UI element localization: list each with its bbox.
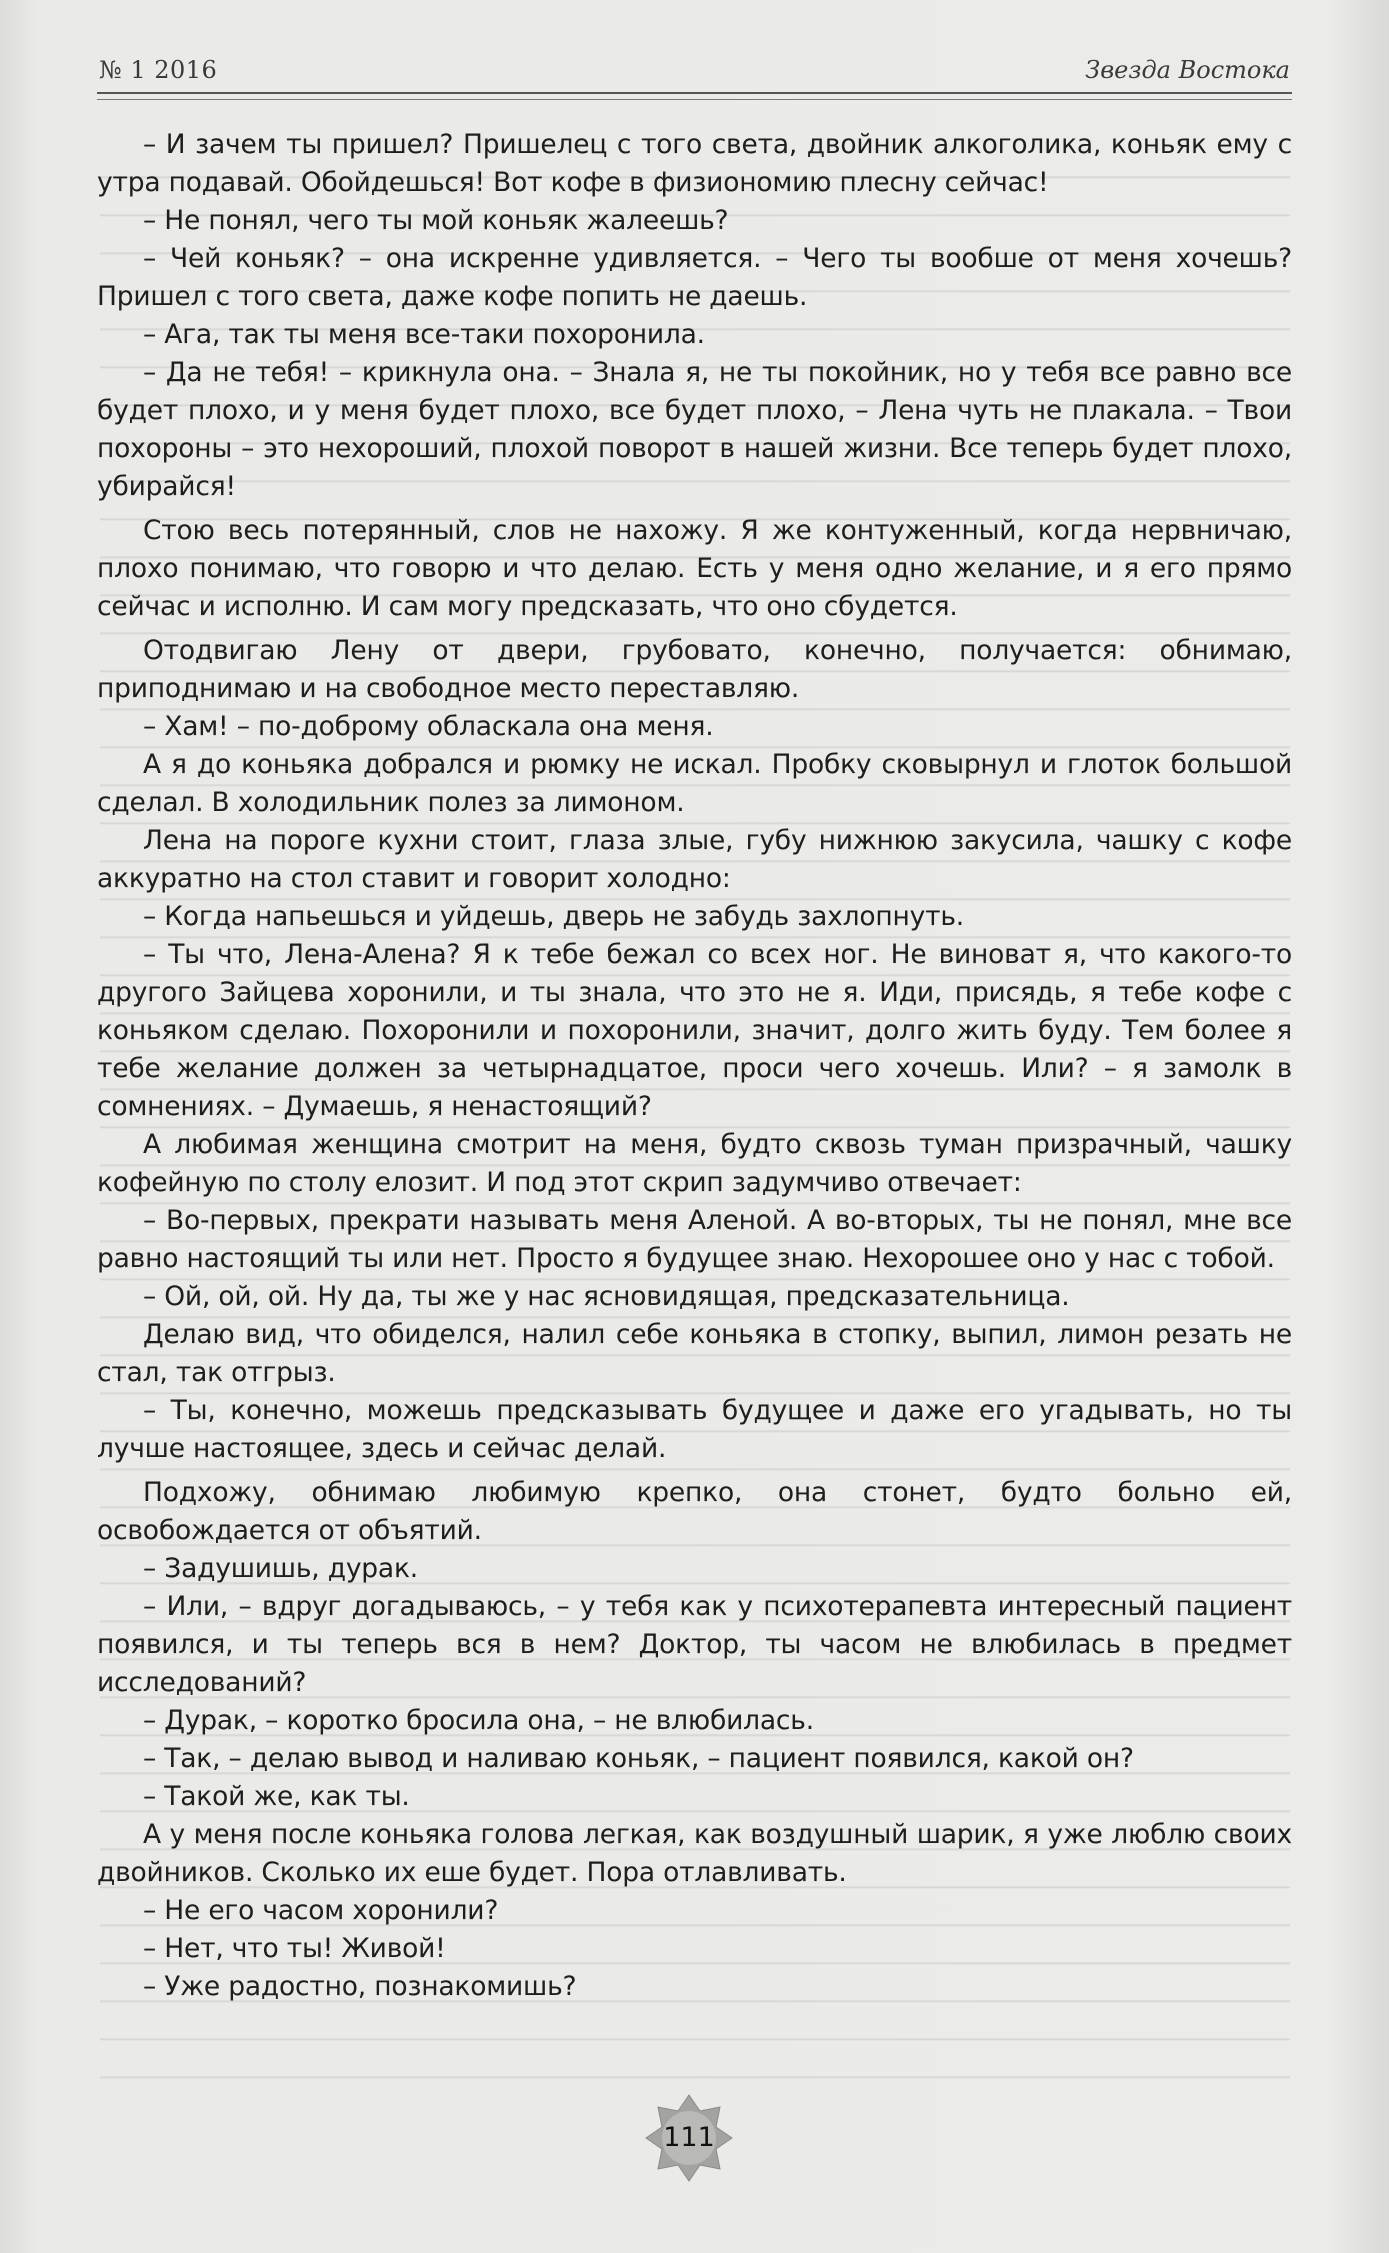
paragraph: – Ага, так ты меня все-таки похоронила. <box>143 319 705 350</box>
page-number: 111 <box>663 2122 715 2153</box>
journal-title: Звезда Востока <box>1085 56 1290 84</box>
paragraph: – Во-первых, прекрати называть меня Аленой. А во-вторых, ты не понял, мне все равно настоящий ты или нет. Просто я будущее знаю. Нехорошее оно у нас с тобой. <box>97 1205 1292 1274</box>
paragraph: – Ты, конечно, можешь предсказывать будущее и даже его угадывать, но ты лучше настоящее, здесь и сейчас делай. <box>97 1395 1292 1464</box>
paragraph: Отодвигаю Лену от двери, грубовато, конечно, получается: обнимаю, приподнимаю и на свободное место переставляю. <box>97 635 1292 704</box>
paragraph: – Хам! – по-доброму обласкала она меня. <box>143 711 714 742</box>
paragraph: А я до коньяка добрался и рюмку не искал. Пробку сковырнул и глоток большой сделал. В холодильник полез за лимоном. <box>97 749 1292 818</box>
issue-number: № 1 2016 <box>99 56 218 84</box>
paragraph: Подхожу, обнимаю любимую крепко, она стонет, будто больно ей, освобождается от объятий. <box>97 1477 1292 1546</box>
paragraph: Делаю вид, что обиделся, налил себе коньяка в стопку, выпил, лимон резать не стал, так отгрыз. <box>97 1319 1292 1388</box>
paragraph: А любимая женщина смотрит на меня, будто сквозь туман призрачный, чашку кофейную по столу елозит. И под этот скрип задумчиво отвечает: <box>97 1129 1292 1198</box>
paragraph: Лена на пороге кухни стоит, глаза злые, губу нижнюю закусила, чашку с кофе аккуратно на стол ставит и говорит холодно: <box>97 825 1292 894</box>
paragraph: – Или, – вдруг догадываюсь, – у тебя как у психотерапевта интересный пациент появился, и ты теперь вся в нем? Доктор, ты часом не влюбилась в предмет исследований? <box>97 1591 1292 1698</box>
paragraph: – Когда напьешься и уйдешь, дверь не забудь захлопнуть. <box>143 901 964 932</box>
paragraph: А у меня после коньяка голова легкая, как воздушный шарик, я уже люблю своих двойников. Сколько их еше будет. Пора отлавливать. <box>97 1819 1292 1888</box>
page-number-badge <box>644 2093 734 2183</box>
paragraph: – Да не тебя! – крикнула она. – Знала я, не ты покойник, но у тебя все равно все будет плохо, и у меня будет плохо, все будет плохо, – Лена чуть не плакала. – Твои похороны – это нехороший, плохой поворот в нашей жизни. Все теперь будет плохо, убирайся! <box>97 357 1292 502</box>
header-rule <box>97 92 1292 94</box>
paragraph: – Ой, ой, ой. Ну да, ты же у нас ясновидящая, предсказательница. <box>143 1281 1070 1312</box>
paragraph: – Не понял, чего ты мой коньяк жалеешь? <box>143 205 729 236</box>
paragraph: – Задушишь, дурак. <box>143 1553 418 1584</box>
paragraph: – Нет, что ты! Живой! <box>143 1933 446 1964</box>
paragraph: Стою весь потерянный, слов не нахожу. Я же контуженный, когда нервничаю, плохо понимаю, что говорю и что делаю. Есть у меня одно желание, и я его прямо сейчас и исполню. И сам могу предсказать, что оно сбудется. <box>97 515 1292 622</box>
paragraph: – Не его часом хоронили? <box>143 1895 499 1926</box>
paragraph: – Ты что, Лена-Алена? Я к тебе бежал со всех ног. Не виноват я, что какого-то другого Зайцева хоронили, и ты знала, что это не я. Иди, присядь, я тебе кофе с коньяком сделаю. Похоронили и похоронили, значит, долго жить буду. Тем более я тебе желание должен за четырнадцатое, проси чего хочешь. Или? – я замолк в сомнениях. – Думаешь, я ненастоящий? <box>97 939 1292 1122</box>
paragraph: – Чей коньяк? – она искренне удивляется. – Чего ты вообше от меня хочешь? Пришел с того света, даже кофе попить не даешь. <box>97 243 1292 312</box>
article-body <box>97 126 1292 2006</box>
paragraph: – И зачем ты пришел? Пришелец с того света, двойник алкоголика, коньяк ему с утра подавай. Обойдешься! Вот кофе в физиономию плесну сейчас! <box>97 129 1292 198</box>
paragraph: – Уже радостно, познакомишь? <box>143 1971 577 2002</box>
paragraph: – Дурак, – коротко бросила она, – не влюбилась. <box>143 1705 814 1736</box>
header-rule-thin <box>97 99 1292 100</box>
paragraph: – Такой же, как ты. <box>143 1781 410 1812</box>
paragraph: – Так, – делаю вывод и наливаю коньяк, – пациент появился, какой он? <box>143 1743 1134 1774</box>
running-header <box>97 48 1292 94</box>
